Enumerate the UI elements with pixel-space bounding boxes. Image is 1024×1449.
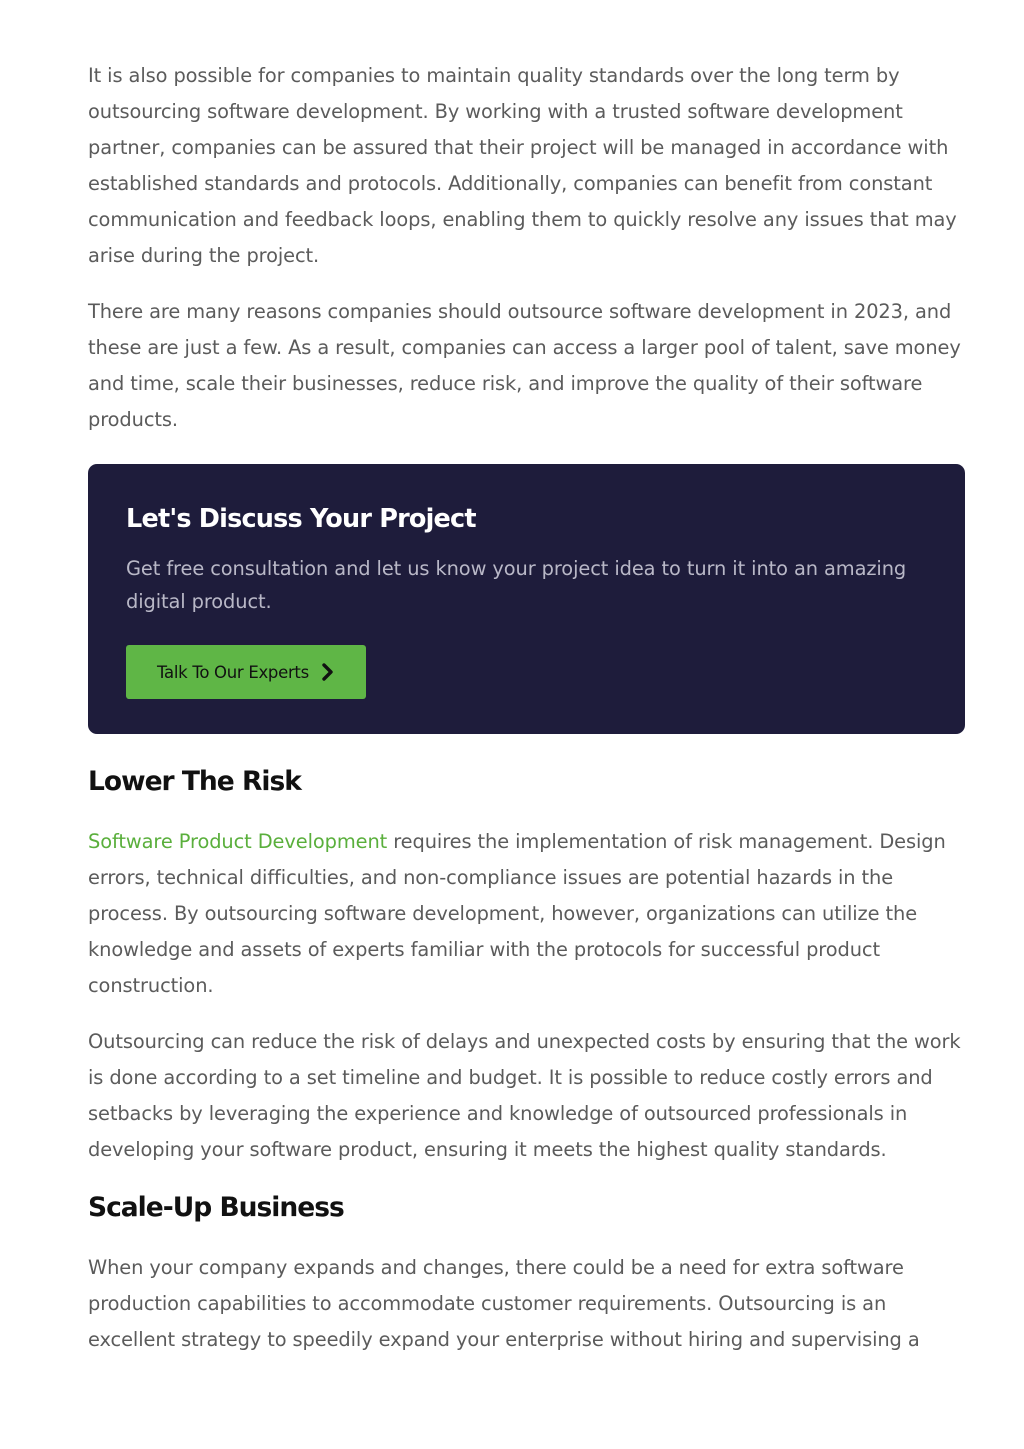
talk-to-experts-label: Talk To Our Experts — [157, 662, 309, 682]
lower-risk-paragraph-2: Outsourcing can reduce the risk of delays and unexpected costs by ensuring that the work is done according to a set timeline and budget. It is possible to reduce costly errors and setbacks by leveraging the experience and knowledge of outsourced professionals in developing your software product, ensuring it meets the highest quality standards. — [88, 1030, 961, 1161]
software-product-development-link[interactable]: Software Product Development — [88, 830, 388, 853]
intro-paragraph-2: There are many reasons companies should outsource software development in 2023, and these are just a few. As a result, companies can access a larger pool of talent, save money and time, scale their businesses, reduce risk, and improve the quality of their software products. — [88, 300, 961, 431]
chevron-right-icon — [321, 663, 335, 681]
talk-to-experts-button[interactable] — [126, 645, 366, 699]
cta-description: Get free consultation and let us know your project idea to turn it into an amazing digital product. — [126, 557, 907, 613]
lower-risk-paragraph-1-text: requires the implementation of risk management. Design errors, technical difficulties, and non-compliance issues are potential hazards in the process. By outsourcing software development, however, organizations can utilize the knowledge and assets of experts familiar with the protocols for successful product construction. — [88, 830, 946, 997]
scale-up-heading: Scale-Up Business — [88, 1192, 344, 1223]
lower-risk-heading: Lower The Risk — [88, 766, 301, 797]
cta-banner — [88, 464, 965, 734]
cta-title: Let's Discuss Your Project — [126, 504, 476, 534]
article-body — [88, 58, 968, 1378]
intro-paragraph-1: It is also possible for companies to maintain quality standards over the long term by outsourcing software development. By working with a trusted software development partner, companies can be assured that their project will be managed in accordance with established standards and protocols. Additionally, companies can benefit from constant communication and feedback loops, enabling them to quickly resolve any issues that may arise during the project. — [88, 64, 957, 267]
lower-risk-paragraph-1 — [88, 824, 968, 1004]
scale-up-paragraph-1: When your company expands and changes, there could be a need for extra software production capabilities to accommodate customer requirements. Outsourcing is an excellent strategy to speedily expand your enterprise without hiring and supervising a — [88, 1256, 920, 1351]
